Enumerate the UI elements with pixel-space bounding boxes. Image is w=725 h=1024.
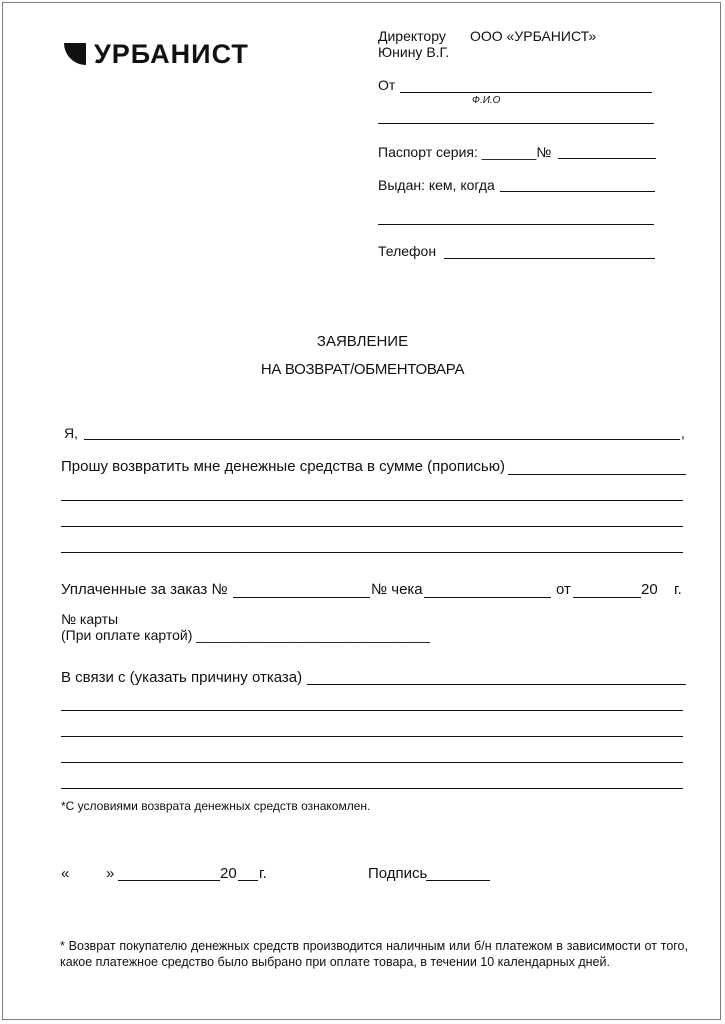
signature-date-line[interactable] xyxy=(118,880,220,881)
fio-hint: Ф.И.О xyxy=(472,95,501,106)
refund-amount-line[interactable] xyxy=(508,474,686,475)
reason-line-1[interactable] xyxy=(61,710,683,711)
name-line[interactable] xyxy=(84,439,680,440)
i-label: Я, xyxy=(64,425,78,441)
reason-line-3[interactable] xyxy=(61,762,683,763)
year-label: 20 xyxy=(641,581,658,598)
logo-icon xyxy=(64,43,86,65)
director-label: Директору xyxy=(378,28,446,44)
signature-year-line[interactable] xyxy=(238,880,258,881)
card-hint: (При оплате картой) ______________________________ xyxy=(61,627,430,643)
refund-line-1[interactable] xyxy=(61,500,683,501)
receipt-label: № чека xyxy=(371,581,423,598)
conditions-note: *С условиями возврата денежных средств ознакомлен. xyxy=(61,799,371,813)
document-title: ЗАЯВЛЕНИЕ xyxy=(316,333,409,350)
reason-label: В связи с (указать причину отказа) xyxy=(61,669,303,686)
reason-line-0[interactable] xyxy=(307,684,686,685)
paid-order-label: Уплаченные за заказ № xyxy=(61,581,228,598)
phone-label: Телефон xyxy=(378,243,437,259)
from-label: От xyxy=(378,77,396,93)
receipt-number-line[interactable] xyxy=(424,597,551,598)
passport-number-line[interactable] xyxy=(558,158,656,159)
company-name: ООО «УРБАНИСТ» xyxy=(470,28,597,44)
card-label: № карты xyxy=(61,611,119,627)
refund-line-2[interactable] xyxy=(61,526,683,527)
signature-year: 20 xyxy=(220,865,237,882)
document-subtitle: НА ВОЗВРАТ/ОБМЕНТОВАРА xyxy=(260,361,465,378)
refund-footnote: * Возврат покупателю денежных средств производится наличным или б/н платежом в зависимости от того, какое платежное средство было выбрано при оплате товара, в течении 10 календарных дней. xyxy=(60,939,688,969)
from-line[interactable] xyxy=(400,92,652,93)
signature-line[interactable] xyxy=(426,880,490,881)
date-from-label: от xyxy=(556,581,571,598)
phone-line[interactable] xyxy=(444,258,655,259)
reason-line-2[interactable] xyxy=(61,736,683,737)
reason-line-4[interactable] xyxy=(61,788,683,789)
director-name: Юнину В.Г. xyxy=(378,44,450,60)
year-suffix: г. xyxy=(674,581,682,598)
issued-label: Выдан: кем, когда xyxy=(378,177,495,193)
passport-label: Паспорт серия: _______№ xyxy=(378,144,552,160)
issued-line[interactable] xyxy=(500,191,655,192)
name-comma: , xyxy=(681,425,685,441)
from-line-2[interactable] xyxy=(378,123,654,124)
refund-label: Прошу возвратить мне денежные средства в сумме (прописью) xyxy=(61,458,505,475)
date-line[interactable] xyxy=(573,597,641,598)
quote-open: « xyxy=(61,865,70,882)
refund-line-3[interactable] xyxy=(61,552,683,553)
signature-year-suffix: г. xyxy=(259,865,267,882)
order-number-line[interactable] xyxy=(233,597,370,598)
issued-line-2[interactable] xyxy=(378,224,654,225)
signature-label: Подпись xyxy=(368,865,428,882)
quote-close: » xyxy=(106,865,115,882)
logo-text: УРБАНИСТ xyxy=(94,39,249,69)
